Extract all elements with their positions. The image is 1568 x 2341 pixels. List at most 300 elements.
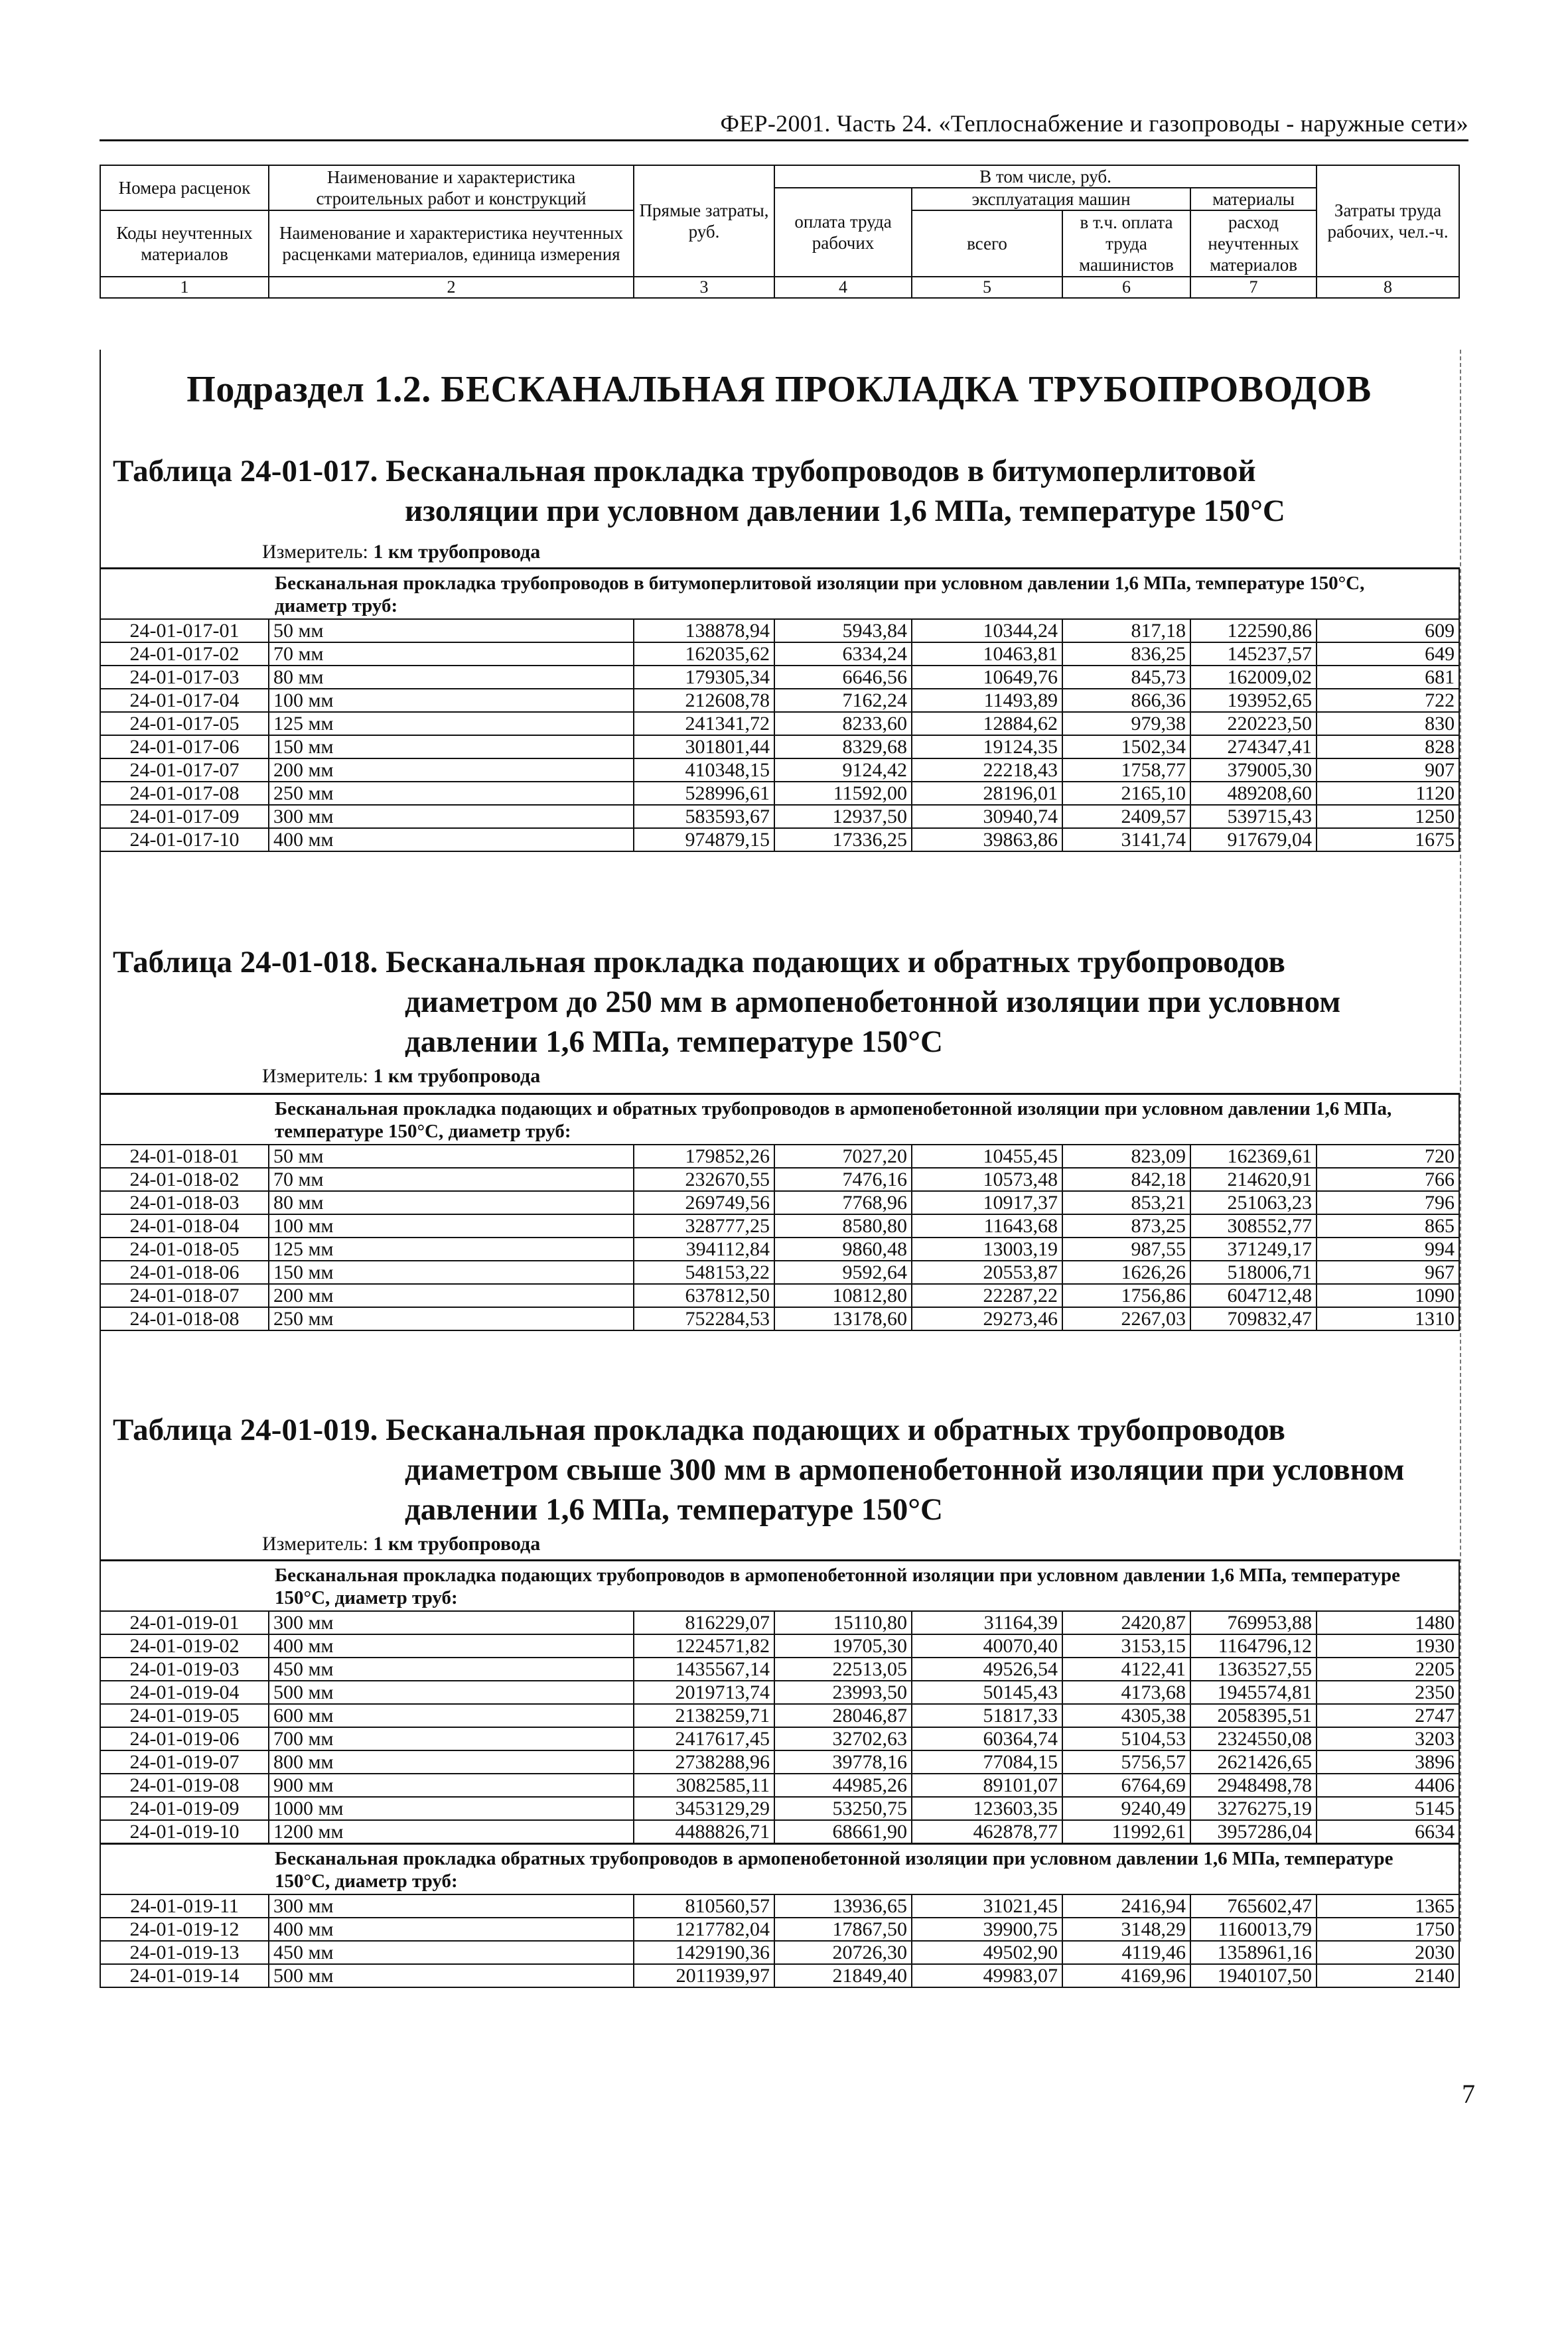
rate-code-cell: 24-01-019-12 [100,1918,269,1941]
machines-total-cell: 11493,89 [912,689,1062,712]
workers-pay-cell: 7162,24 [774,689,912,712]
workers-pay-cell: 13936,65 [774,1894,912,1918]
direct-costs-cell: 1217782,04 [634,1918,774,1941]
workers-pay-cell: 8580,80 [774,1214,912,1238]
machines-total-cell: 30940,74 [912,805,1062,828]
direct-costs-cell: 816229,07 [634,1611,774,1634]
operators-pay-cell: 11992,61 [1062,1820,1190,1844]
pipe-diameter-cell: 80 мм [269,666,634,689]
direct-costs-cell: 752284,53 [634,1307,774,1330]
material-consumption-cell: 214620,91 [1190,1168,1317,1191]
material-consumption-cell: 518006,71 [1190,1261,1317,1284]
pipe-diameter-cell: 300 мм [269,805,634,828]
column-numbers-row [100,277,1459,298]
table-title-line: диаметром до 250 мм в армопенобетонной изоляции при условном [405,985,1341,1019]
workers-pay-cell: 44985,26 [774,1774,912,1797]
header-rule [100,139,1468,141]
table-row [100,1168,1459,1191]
workers-pay-cell: 9124,42 [774,758,912,782]
table-row [100,1284,1459,1307]
workers-pay-cell: 9860,48 [774,1238,912,1261]
pipe-diameter-cell: 800 мм [269,1750,634,1774]
material-consumption-cell: 220223,50 [1190,712,1317,735]
direct-costs-cell: 974879,15 [634,828,774,851]
table-row [100,1238,1459,1261]
table-title-line: давлении 1,6 МПа, температуре 150°С [405,1492,943,1527]
rate-code-cell: 24-01-018-08 [100,1307,269,1330]
labor-hours-cell: 1365 [1317,1894,1459,1918]
material-consumption-cell: 193952,65 [1190,689,1317,712]
rate-code-cell: 24-01-017-08 [100,782,269,805]
table-row [100,1214,1459,1238]
pipe-diameter-cell: 100 мм [269,1214,634,1238]
rate-code-cell: 24-01-019-11 [100,1894,269,1918]
labor-hours-cell: 6634 [1317,1820,1459,1844]
direct-costs-cell: 2738288,96 [634,1750,774,1774]
direct-costs-cell: 394112,84 [634,1238,774,1261]
material-consumption-cell: 1358961,16 [1190,1941,1317,1964]
table-row [100,758,1459,782]
material-consumption-cell: 162009,02 [1190,666,1317,689]
rate-code-cell: 24-01-019-09 [100,1797,269,1820]
pipe-diameter-cell: 400 мм [269,828,634,851]
pipe-diameter-cell: 50 мм [269,619,634,642]
operators-pay-cell: 3141,74 [1062,828,1190,851]
column-number: 5 [912,277,1062,298]
workers-pay-cell: 17336,25 [774,828,912,851]
direct-costs-cell: 2019713,74 [634,1681,774,1704]
labor-hours-cell: 609 [1317,619,1459,642]
material-consumption-cell: 2324550,08 [1190,1727,1317,1750]
workers-pay-cell: 10812,80 [774,1284,912,1307]
group-heading-row [100,569,1459,620]
table-row [100,619,1459,642]
rate-code-cell: 24-01-018-05 [100,1238,269,1261]
direct-costs-cell: 2417617,45 [634,1727,774,1750]
col-header-material-consumption: расход неучтенных материалов [1190,210,1317,277]
col-header-materials: материалы [1190,188,1317,210]
rate-code-cell: 24-01-017-04 [100,689,269,712]
operators-pay-cell: 9240,49 [1062,1797,1190,1820]
pipe-diameter-cell: 70 мм [269,642,634,666]
labor-hours-cell: 907 [1317,758,1459,782]
machines-total-cell: 22218,43 [912,758,1062,782]
operators-pay-cell: 2416,94 [1062,1894,1190,1918]
material-consumption-cell: 769953,88 [1190,1611,1317,1634]
direct-costs-cell: 232670,55 [634,1168,774,1191]
operators-pay-cell: 4173,68 [1062,1681,1190,1704]
workers-pay-cell: 53250,75 [774,1797,912,1820]
col-header-in-total: В том числе, руб. [774,165,1317,188]
workers-pay-cell: 8233,60 [774,712,912,735]
rate-code-cell: 24-01-017-07 [100,758,269,782]
workers-pay-cell: 21849,40 [774,1964,912,1987]
machines-total-cell: 89101,07 [912,1774,1062,1797]
workers-pay-cell: 6334,24 [774,642,912,666]
machines-total-cell: 28196,01 [912,782,1062,805]
column-number: 6 [1062,277,1190,298]
labor-hours-cell: 2747 [1317,1704,1459,1727]
operators-pay-cell: 4122,41 [1062,1658,1190,1681]
workers-pay-cell: 6646,56 [774,666,912,689]
rate-code-cell: 24-01-019-05 [100,1704,269,1727]
machines-total-cell: 10649,76 [912,666,1062,689]
machines-total-cell: 10917,37 [912,1191,1062,1214]
material-consumption-cell: 489208,60 [1190,782,1317,805]
col-header-labor: Затраты труда рабочих, чел.-ч. [1317,165,1459,277]
machines-total-cell: 51817,33 [912,1704,1062,1727]
pipe-diameter-cell: 200 мм [269,1284,634,1307]
rate-code-cell: 24-01-018-07 [100,1284,269,1307]
machines-total-cell: 50145,43 [912,1681,1062,1704]
material-consumption-cell: 1940107,50 [1190,1964,1317,1987]
table-row [100,1918,1459,1941]
pipe-diameter-cell: 70 мм [269,1168,634,1191]
table-row [100,828,1459,851]
workers-pay-cell: 7476,16 [774,1168,912,1191]
direct-costs-cell: 2138259,71 [634,1704,774,1727]
column-header-table [100,165,1460,299]
rate-code-cell: 24-01-017-05 [100,712,269,735]
workers-pay-cell: 39778,16 [774,1750,912,1774]
labor-hours-cell: 1120 [1317,782,1459,805]
material-consumption-cell: 709832,47 [1190,1307,1317,1330]
direct-costs-cell: 2011939,97 [634,1964,774,1987]
direct-costs-cell: 410348,15 [634,758,774,782]
labor-hours-cell: 649 [1317,642,1459,666]
table-title-line: Таблица 24-01-017. Бесканальная прокладка трубопроводов в битумоперлитовой [113,454,1256,488]
rate-code-cell: 24-01-019-14 [100,1964,269,1987]
group-heading-row [100,1094,1459,1145]
workers-pay-cell: 15110,80 [774,1611,912,1634]
labor-hours-cell: 2140 [1317,1964,1459,1987]
rate-code-cell: 24-01-019-07 [100,1750,269,1774]
meter-018 [262,1065,540,1088]
column-number: 8 [1317,277,1459,298]
workers-pay-cell: 12937,50 [774,805,912,828]
meter-019 [262,1533,540,1555]
table-row [100,1964,1459,1987]
operators-pay-cell: 2267,03 [1062,1307,1190,1330]
labor-hours-cell: 5145 [1317,1797,1459,1820]
machines-total-cell: 13003,19 [912,1238,1062,1261]
material-consumption-cell: 765602,47 [1190,1894,1317,1918]
material-consumption-cell: 1363527,55 [1190,1658,1317,1681]
operators-pay-cell: 979,38 [1062,712,1190,735]
material-consumption-cell: 371249,17 [1190,1238,1317,1261]
table-row [100,1774,1459,1797]
workers-pay-cell: 7768,96 [774,1191,912,1214]
direct-costs-cell: 810560,57 [634,1894,774,1918]
material-consumption-cell: 2621426,65 [1190,1750,1317,1774]
labor-hours-cell: 2350 [1317,1681,1459,1704]
rate-code-cell: 24-01-017-02 [100,642,269,666]
table-row [100,735,1459,758]
rate-code-cell: 24-01-018-01 [100,1145,269,1168]
labor-hours-cell: 3896 [1317,1750,1459,1774]
workers-pay-cell: 7027,20 [774,1145,912,1168]
table-row [100,1704,1459,1727]
operators-pay-cell: 1756,86 [1062,1284,1190,1307]
operators-pay-cell: 866,36 [1062,689,1190,712]
machines-total-cell: 31021,45 [912,1894,1062,1918]
rates-table-018 [100,1093,1460,1331]
table-title-018 [113,942,1447,1062]
material-consumption-cell: 1945574,81 [1190,1681,1317,1704]
direct-costs-cell: 301801,44 [634,735,774,758]
workers-pay-cell: 13178,60 [774,1307,912,1330]
workers-pay-cell: 28046,87 [774,1704,912,1727]
rate-code-cell: 24-01-019-01 [100,1611,269,1634]
pipe-diameter-cell: 700 мм [269,1727,634,1750]
direct-costs-cell: 212608,78 [634,689,774,712]
direct-costs-cell: 528996,61 [634,782,774,805]
group-heading-row [100,1844,1459,1895]
labor-hours-cell: 4406 [1317,1774,1459,1797]
rate-code-cell: 24-01-018-02 [100,1168,269,1191]
table-row [100,1658,1459,1681]
labor-hours-cell: 967 [1317,1261,1459,1284]
meter-value: 1 км трубопровода [373,1533,541,1555]
pipe-diameter-cell: 500 мм [269,1964,634,1987]
workers-pay-cell: 68661,90 [774,1820,912,1844]
labor-hours-cell: 1675 [1317,828,1459,851]
material-consumption-cell: 2058395,51 [1190,1704,1317,1727]
labor-hours-cell: 2030 [1317,1941,1459,1964]
col-header-material-name: Наименование и характеристика неучтенных расценками материалов, единица измерения [269,210,634,277]
direct-costs-cell: 1429190,36 [634,1941,774,1964]
material-consumption-cell: 274347,41 [1190,735,1317,758]
material-consumption-cell: 308552,77 [1190,1214,1317,1238]
table-title-017 [113,451,1447,531]
col-header-machines-total: всего [912,210,1062,277]
material-consumption-cell: 145237,57 [1190,642,1317,666]
machines-total-cell: 39900,75 [912,1918,1062,1941]
pipe-diameter-cell: 600 мм [269,1704,634,1727]
direct-costs-cell: 328777,25 [634,1214,774,1238]
group-heading: Бесканальная прокладка подающих и обратных трубопроводов в армопенобетонной изоляции при условном давлении 1,6 МПа, температуре 150°С, диаметр труб: [100,1094,1459,1145]
machines-total-cell: 31164,39 [912,1611,1062,1634]
table-row [100,1797,1459,1820]
operators-pay-cell: 6764,69 [1062,1774,1190,1797]
labor-hours-cell: 1750 [1317,1918,1459,1941]
machines-total-cell: 39863,86 [912,828,1062,851]
table-title-019 [113,1410,1447,1529]
workers-pay-cell: 22513,05 [774,1658,912,1681]
table-row [100,1611,1459,1634]
column-number: 1 [100,277,269,298]
direct-costs-cell: 1435567,14 [634,1658,774,1681]
operators-pay-cell: 5104,53 [1062,1727,1190,1750]
rate-code-cell: 24-01-017-01 [100,619,269,642]
table-row [100,712,1459,735]
meter-label: Измеритель: [262,1065,368,1087]
operators-pay-cell: 842,18 [1062,1168,1190,1191]
direct-costs-cell: 637812,50 [634,1284,774,1307]
pipe-diameter-cell: 50 мм [269,1145,634,1168]
meter-label: Измеритель: [262,541,368,563]
workers-pay-cell: 19705,30 [774,1634,912,1658]
operators-pay-cell: 4119,46 [1062,1941,1190,1964]
group-heading: Бесканальная прокладка подающих трубопроводов в армопенобетонной изоляции при условном давлении 1,6 МПа, температуре 150°С, диаметр труб: [100,1561,1459,1612]
table-row [100,1634,1459,1658]
column-number: 2 [269,277,634,298]
pipe-diameter-cell: 500 мм [269,1681,634,1704]
pipe-diameter-cell: 450 мм [269,1941,634,1964]
operators-pay-cell: 836,25 [1062,642,1190,666]
labor-hours-cell: 722 [1317,689,1459,712]
material-consumption-cell: 1160013,79 [1190,1918,1317,1941]
table-row [100,666,1459,689]
labor-hours-cell: 994 [1317,1238,1459,1261]
direct-costs-cell: 179305,34 [634,666,774,689]
col-header-number: Номера расценок [100,165,269,210]
direct-costs-cell: 3453129,29 [634,1797,774,1820]
material-consumption-cell: 604712,48 [1190,1284,1317,1307]
workers-pay-cell: 32702,63 [774,1727,912,1750]
pipe-diameter-cell: 250 мм [269,782,634,805]
rate-code-cell: 24-01-017-10 [100,828,269,851]
rate-code-cell: 24-01-019-13 [100,1941,269,1964]
operators-pay-cell: 4169,96 [1062,1964,1190,1987]
operators-pay-cell: 3148,29 [1062,1918,1190,1941]
section-title: Подраздел 1.2. БЕСКАНАЛЬНАЯ ПРОКЛАДКА ТРУБОПРОВОДОВ [186,369,1372,410]
pipe-diameter-cell: 250 мм [269,1307,634,1330]
machines-total-cell: 22287,22 [912,1284,1062,1307]
pipe-diameter-cell: 300 мм [269,1894,634,1918]
labor-hours-cell: 3203 [1317,1727,1459,1750]
labor-hours-cell: 720 [1317,1145,1459,1168]
pipe-diameter-cell: 125 мм [269,712,634,735]
rate-code-cell: 24-01-018-06 [100,1261,269,1284]
rate-code-cell: 24-01-019-04 [100,1681,269,1704]
operators-pay-cell: 1502,34 [1062,735,1190,758]
pipe-diameter-cell: 125 мм [269,1238,634,1261]
rate-code-cell: 24-01-019-10 [100,1820,269,1844]
rate-code-cell: 24-01-019-03 [100,1658,269,1681]
material-consumption-cell: 379005,30 [1190,758,1317,782]
workers-pay-cell: 17867,50 [774,1918,912,1941]
labor-hours-cell: 681 [1317,666,1459,689]
operators-pay-cell: 853,21 [1062,1191,1190,1214]
labor-hours-cell: 1930 [1317,1634,1459,1658]
operators-pay-cell: 2165,10 [1062,782,1190,805]
pipe-diameter-cell: 900 мм [269,1774,634,1797]
direct-costs-cell: 162035,62 [634,642,774,666]
pipe-diameter-cell: 150 мм [269,735,634,758]
material-consumption-cell: 3276275,19 [1190,1797,1317,1820]
pipe-diameter-cell: 100 мм [269,689,634,712]
machines-total-cell: 29273,46 [912,1307,1062,1330]
labor-hours-cell: 1310 [1317,1307,1459,1330]
workers-pay-cell: 11592,00 [774,782,912,805]
machines-total-cell: 10455,45 [912,1145,1062,1168]
machines-total-cell: 12884,62 [912,712,1062,735]
machines-total-cell: 49502,90 [912,1941,1062,1964]
col-header-material-codes: Коды неучтенных материалов [100,210,269,277]
rate-code-cell: 24-01-019-06 [100,1727,269,1750]
table-title-line: изоляции при условном давлении 1,6 МПа, температуре 150°С [405,494,1285,528]
labor-hours-cell: 830 [1317,712,1459,735]
machines-total-cell: 60364,74 [912,1727,1062,1750]
pipe-diameter-cell: 300 мм [269,1611,634,1634]
meter-value: 1 км трубопровода [373,541,541,563]
column-number: 7 [1190,277,1317,298]
direct-costs-cell: 179852,26 [634,1145,774,1168]
labor-hours-cell: 1480 [1317,1611,1459,1634]
labor-hours-cell: 865 [1317,1214,1459,1238]
direct-costs-cell: 4488826,71 [634,1820,774,1844]
table-row [100,1727,1459,1750]
table-row [100,1750,1459,1774]
table-title-line: диаметром свыше 300 мм в армопенобетонной изоляции при условном [405,1453,1405,1487]
operators-pay-cell: 873,25 [1062,1214,1190,1238]
material-consumption-cell: 2948498,78 [1190,1774,1317,1797]
operators-pay-cell: 5756,57 [1062,1750,1190,1774]
col-header-direct-costs: Прямые затраты, руб. [634,165,774,277]
operators-pay-cell: 2409,57 [1062,805,1190,828]
meter-label: Измеритель: [262,1533,368,1555]
column-number: 3 [634,277,774,298]
direct-costs-cell: 548153,22 [634,1261,774,1284]
pipe-diameter-cell: 400 мм [269,1918,634,1941]
operators-pay-cell: 823,09 [1062,1145,1190,1168]
table-row [100,1261,1459,1284]
machines-total-cell: 123603,35 [912,1797,1062,1820]
table-title-line: Таблица 24-01-018. Бесканальная прокладка подающих и обратных трубопроводов [113,945,1285,979]
material-consumption-cell: 3957286,04 [1190,1820,1317,1844]
meter-017 [262,541,540,563]
labor-hours-cell: 766 [1317,1168,1459,1191]
machines-total-cell: 462878,77 [912,1820,1062,1844]
rates-table-019 [100,1559,1460,1988]
direct-costs-cell: 583593,67 [634,805,774,828]
labor-hours-cell: 1250 [1317,805,1459,828]
table-row [100,805,1459,828]
material-consumption-cell: 122590,86 [1190,619,1317,642]
machines-total-cell: 49983,07 [912,1964,1062,1987]
rate-code-cell: 24-01-017-06 [100,735,269,758]
pipe-diameter-cell: 450 мм [269,1658,634,1681]
direct-costs-cell: 241341,72 [634,712,774,735]
col-header-operators-pay: в т.ч. оплата труда машинистов [1062,210,1190,277]
table-row [100,782,1459,805]
labor-hours-cell: 796 [1317,1191,1459,1214]
rate-code-cell: 24-01-018-04 [100,1214,269,1238]
operators-pay-cell: 817,18 [1062,619,1190,642]
machines-total-cell: 20553,87 [912,1261,1062,1284]
table-row [100,642,1459,666]
meter-value: 1 км трубопровода [373,1065,541,1087]
column-number: 4 [774,277,912,298]
material-consumption-cell: 162369,61 [1190,1145,1317,1168]
operators-pay-cell: 3153,15 [1062,1634,1190,1658]
operators-pay-cell: 845,73 [1062,666,1190,689]
machines-total-cell: 19124,35 [912,735,1062,758]
operators-pay-cell: 4305,38 [1062,1704,1190,1727]
direct-costs-cell: 1224571,82 [634,1634,774,1658]
rates-table-017 [100,567,1460,852]
labor-hours-cell: 828 [1317,735,1459,758]
table-row [100,1941,1459,1964]
machines-total-cell: 40070,40 [912,1634,1062,1658]
machines-total-cell: 10573,48 [912,1168,1062,1191]
operators-pay-cell: 1626,26 [1062,1261,1190,1284]
table-title-line: давлении 1,6 МПа, температуре 150°С [405,1025,943,1059]
operators-pay-cell: 2420,87 [1062,1611,1190,1634]
labor-hours-cell: 1090 [1317,1284,1459,1307]
group-heading-row [100,1561,1459,1612]
